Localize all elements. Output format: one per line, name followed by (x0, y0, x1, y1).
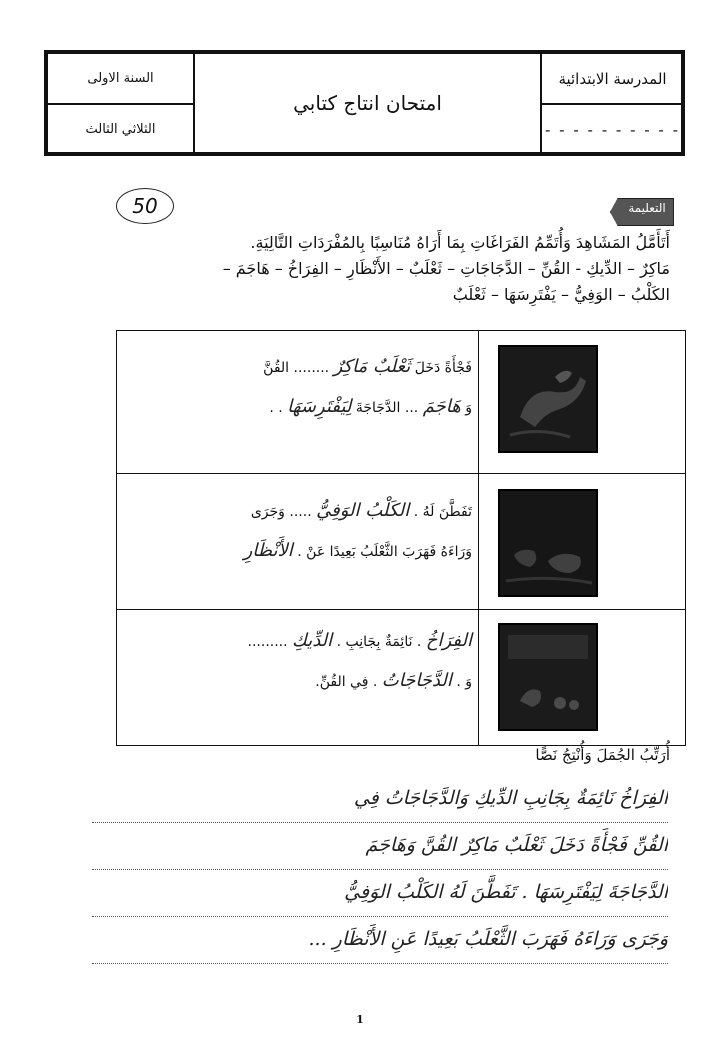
handwritten-answer: الكَلْبُ الوَفِيُّ (316, 500, 410, 521)
scene-1-line-2 (127, 387, 472, 427)
dog-fox-icon (500, 491, 596, 595)
school-name-blank: - - - - - - - - - - (544, 120, 681, 139)
instruction-badge (604, 198, 674, 224)
scenes-table (116, 330, 686, 746)
badge-label: التعليمة (628, 201, 666, 215)
static-text: . فِي القُنِّ. (315, 674, 378, 690)
school-year: السنة الاولى (48, 54, 193, 105)
static-text: وَرَاءَهُ فَهَرَبَ الثَّعْلَبُ بَعِيدًا عَنْ . (297, 544, 472, 560)
page-number: 1 (356, 1013, 364, 1026)
school-term: الثلاثي الثالث (85, 122, 156, 137)
instructions (110, 230, 670, 308)
score-circle: 50 (116, 188, 174, 224)
column-divider (478, 331, 479, 745)
scene-2-line-1 (127, 491, 472, 531)
static-text: . نَائِمَةٌ بِجَانِبِ . (336, 634, 422, 650)
answer-line: الفِرَاخُ نَائِمَةٌ بِجَانِبِ الدِّيكِ وَالدَّجَاجَاتُ فِي (92, 776, 668, 823)
arrange-instruction: أُرَتِّبُ الجُمَلَ وَأُنْتِجُ نَصًّا (535, 746, 670, 764)
handwritten-answer: الدِّيكِ (292, 630, 333, 651)
static-text: تَفَطَّنَ لَهُ . (413, 504, 472, 520)
scene-3-line-1 (127, 621, 472, 661)
word-bank-line-2: الكَلْبُ – الوَفِيُّ – يَفْتَرِسَهَا – ثَعْلَبٌ (452, 285, 670, 304)
header-left-column (48, 54, 195, 152)
static-text: وَ (465, 400, 472, 416)
composed-text-area (92, 776, 668, 964)
word-bank-line-1: مَاكِرٌ – الدِّيكِ - القُنِّ – الدَّجَاجَاتِ – ثَعْلَبٌ – الأَنْظَارِ – الفِرَاخُ – هَاجَمَ – (222, 259, 670, 278)
school-name: المدرسة الابتدائية (542, 54, 683, 105)
scene-2-text (127, 491, 472, 571)
header-right-column (540, 54, 683, 152)
scene-image-chicks-rooster (498, 623, 598, 731)
static-text: ........ القُنَّ (263, 360, 330, 376)
handwritten-answer: لِيَفْتَرِسَهَا (287, 396, 352, 417)
static-text: ......... (247, 634, 288, 650)
handwritten-answer: ثَعْلَبٌ مَاكِرٌ (333, 356, 411, 377)
instruction-line-1: أَتَأَمَّلُ المَشَاهِدَ وَأُتَمِّمُ الفَرَاغَاتِ بِمَا أَرَاهُ مُنَاسِبًا بِالمُفْرَدَاتِ التَّالِيَةِ. (250, 233, 670, 252)
static-text: ... الدَّجَاجَةَ (355, 400, 419, 416)
exam-title: امتحان انتاج كتابي (293, 91, 442, 115)
answer-line: الدَّجَاجَةَ لِيَفْتَرِسَهَا . تَفَطَّنَ لَهُ الكَلْبُ الوَفِيُّ (92, 870, 668, 917)
static-text: . . (269, 400, 283, 416)
static-text: وَ . (456, 674, 472, 690)
row-divider (117, 473, 685, 474)
handwritten-answer: الدَّجَاجَاتُ (381, 670, 452, 691)
scene-1-line-1 (127, 347, 472, 387)
scene-3-text (127, 621, 472, 701)
scene-2-line-2 (127, 531, 472, 571)
handwritten-answer: هَاجَمَ (422, 396, 461, 417)
exam-header (44, 50, 685, 156)
fox-hen-icon (500, 347, 596, 451)
scene-3-line-2 (127, 661, 472, 701)
row-divider (117, 609, 685, 610)
handwritten-answer: الفِرَاخُ (425, 630, 472, 651)
handwritten-answer: الأَنْظَارِ (243, 540, 293, 561)
answer-line: وَجَرَى وَرَاءَهُ فَهَرَبَ الثَّعْلَبُ بَعِيدًا عَنِ الأَنْظَارِ ... (92, 917, 668, 964)
static-text: فَجْأَةً دَخَلَ (414, 360, 472, 376)
answer-line: القُنِّ فَجْأَةً دَخَلَ ثَعْلَبٌ مَاكِرٌ القُنَّ وَهَاجَمَ (92, 823, 668, 870)
chicks-rooster-icon (500, 625, 596, 729)
static-text: ..... وَجَرَى (250, 504, 312, 520)
scene-image-fox-attack (498, 345, 598, 453)
scene-image-dog-chase (498, 489, 598, 597)
scene-1-text (127, 347, 472, 427)
